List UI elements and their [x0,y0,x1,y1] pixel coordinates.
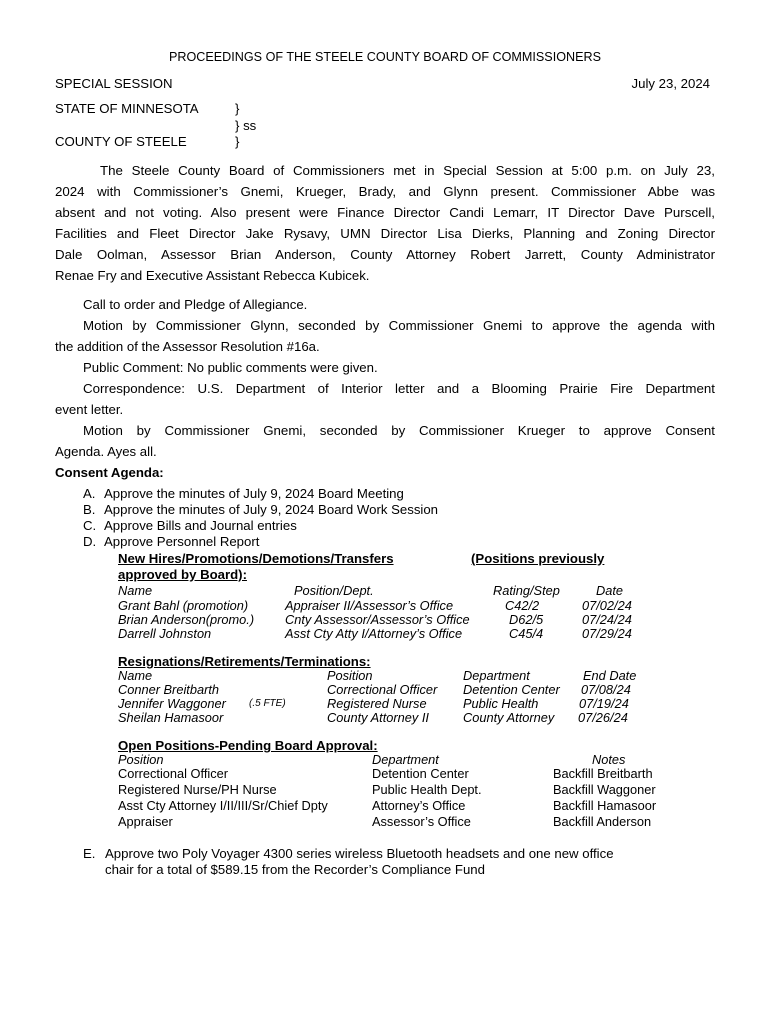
consent-motion-cont: Agenda. Ayes all. [55,444,157,459]
new-hires-heading: New Hires/Promotions/Demotions/Transfers [118,551,394,566]
list-item-letter: D. [83,534,97,549]
list-item: Approve two Poly Voyager 4300 series wireless Bluetooth headsets and one new office [105,846,614,861]
cell-position: Correctional Officer [327,682,438,697]
session-type: SPECIAL SESSION [55,76,173,91]
cell-department: Public Health [463,696,539,711]
cell-position: Registered Nurse [327,696,427,711]
cell-position: Registered Nurse/PH Nurse [118,782,277,797]
cell-department: Attorney’s Office [372,798,466,813]
cell-department: Detention Center [463,682,560,697]
cell-rating: C45/4 [509,626,544,641]
document-title: PROCEEDINGS OF THE STEELE COUNTY BOARD OF COMMISSIONERS [169,50,601,64]
cell-fte: (.5 FTE) [249,698,286,709]
cell-position: Appraiser II/Assessor’s Office [285,598,454,613]
cell-rating: C42/2 [505,598,540,613]
column-header: Name [118,668,153,683]
intro-line: Dale Oolman, Assessor Brian Anderson, County Attorney Robert Jarrett, County Administrator [55,247,715,262]
list-item: Approve Personnel Report [104,534,260,549]
open-positions-heading: Open Positions-Pending Board Approval: [118,738,378,753]
state-label: STATE OF MINNESOTA [55,101,199,116]
brace: } [235,101,240,116]
column-header: Name [118,583,153,598]
column-header: End Date [583,668,637,683]
list-item-letter: C. [83,518,97,533]
cell-department: Detention Center [372,766,469,781]
agenda-motion-cont: the addition of the Assessor Resolution #16a. [55,339,320,354]
cell-department: Public Health Dept. [372,782,482,797]
brace: } [235,134,240,149]
cell-name: Grant Bahl (promotion) [118,598,249,613]
cell-date: 07/24/24 [582,612,632,627]
consent-motion: Motion by Commissioner Gnemi, seconded by Commissioner Krueger to approve Consent [83,423,715,438]
column-header: Department [463,668,530,683]
column-header: Position [118,752,164,767]
list-item-letter: E. [83,846,96,861]
cell-department: Assessor’s Office [372,814,471,829]
correspondence: Correspondence: U.S. Department of Interior letter and a Blooming Prairie Fire Department [83,381,715,396]
intro-line: The Steele County Board of Commissioners met in Special Session at 5:00 p.m. on July 23, [100,163,715,178]
cell-position: County Attorney II [327,710,429,725]
column-header: Department [372,752,439,767]
cell-end-date: 07/08/24 [581,682,631,697]
column-header: Notes [592,752,626,767]
agenda-motion: Motion by Commissioner Glynn, seconded by Commissioner Gnemi to approve the agenda with [83,318,715,333]
cell-date: 07/02/24 [582,598,632,613]
cell-notes: Backfill Breitbarth [553,766,653,781]
brace-ss: } ss [235,118,257,133]
cell-end-date: 07/26/24 [578,710,628,725]
list-item-cont: chair for a total of $589.15 from the Recorder’s Compliance Fund [105,862,485,877]
cell-name: Jennifer Waggoner [118,696,226,711]
cell-position: Appraiser [118,814,173,829]
intro-line: absent and not voting. Also present were Finance Director Candi Lemarr, IT Director Dave Purscell, [55,205,715,220]
call-to-order: Call to order and Pledge of Allegiance. [83,297,308,312]
session-date: July 23, 2024 [631,76,710,91]
consent-agenda-heading: Consent Agenda: [55,465,164,480]
cell-name: Brian Anderson(promo.) [118,612,255,627]
public-comment: Public Comment: No public comments were given. [83,360,378,375]
column-header: Rating/Step [493,583,560,598]
cell-position: Asst Cty Attorney I/II/III/Sr/Chief Dpty [118,798,328,813]
column-header: Date [596,583,624,598]
cell-department: County Attorney [463,710,555,725]
list-item-letter: B. [83,502,96,517]
cell-position: Cnty Assessor/Assessor’s Office [285,612,470,627]
list-item: Approve the minutes of July 9, 2024 Board Work Session [104,502,439,517]
cell-rating: D62/5 [509,612,544,627]
county-label: COUNTY OF STEELE [55,134,187,149]
column-header: Position/Dept. [294,583,374,598]
cell-position: Correctional Officer [118,766,228,781]
intro-line: Renae Fry and Executive Assistant Rebecca Kubicek. [55,268,370,283]
list-item: Approve the minutes of July 9, 2024 Board Meeting [104,486,404,501]
new-hires-heading-note: (Positions previously [471,551,605,566]
column-header: Position [327,668,373,683]
cell-end-date: 07/19/24 [579,696,629,711]
cell-position: Asst Cty Atty I/Attorney’s Office [285,626,463,641]
cell-notes: Backfill Hamasoor [553,798,657,813]
intro-line: 2024 with Commissioner’s Gnemi, Krueger, Brady, and Glynn present. Commissioner Abbe was [55,184,715,199]
cell-name: Sheilan Hamasoor [118,710,224,725]
cell-notes: Backfill Waggoner [553,782,656,797]
new-hires-heading-cont: approved by Board): [118,567,247,582]
cell-date: 07/29/24 [582,626,632,641]
correspondence-cont: event letter. [55,402,124,417]
cell-name: Conner Breitbarth [118,682,220,697]
list-item-letter: A. [83,486,96,501]
cell-name: Darrell Johnston [118,626,212,641]
intro-line: Facilities and Fleet Director Jake Rysavy, UMN Director Lisa Dierks, Planning and Zoning Director [55,226,715,241]
list-item: Approve Bills and Journal entries [104,518,297,533]
cell-notes: Backfill Anderson [553,814,652,829]
resignations-heading: Resignations/Retirements/Terminations: [118,654,371,669]
